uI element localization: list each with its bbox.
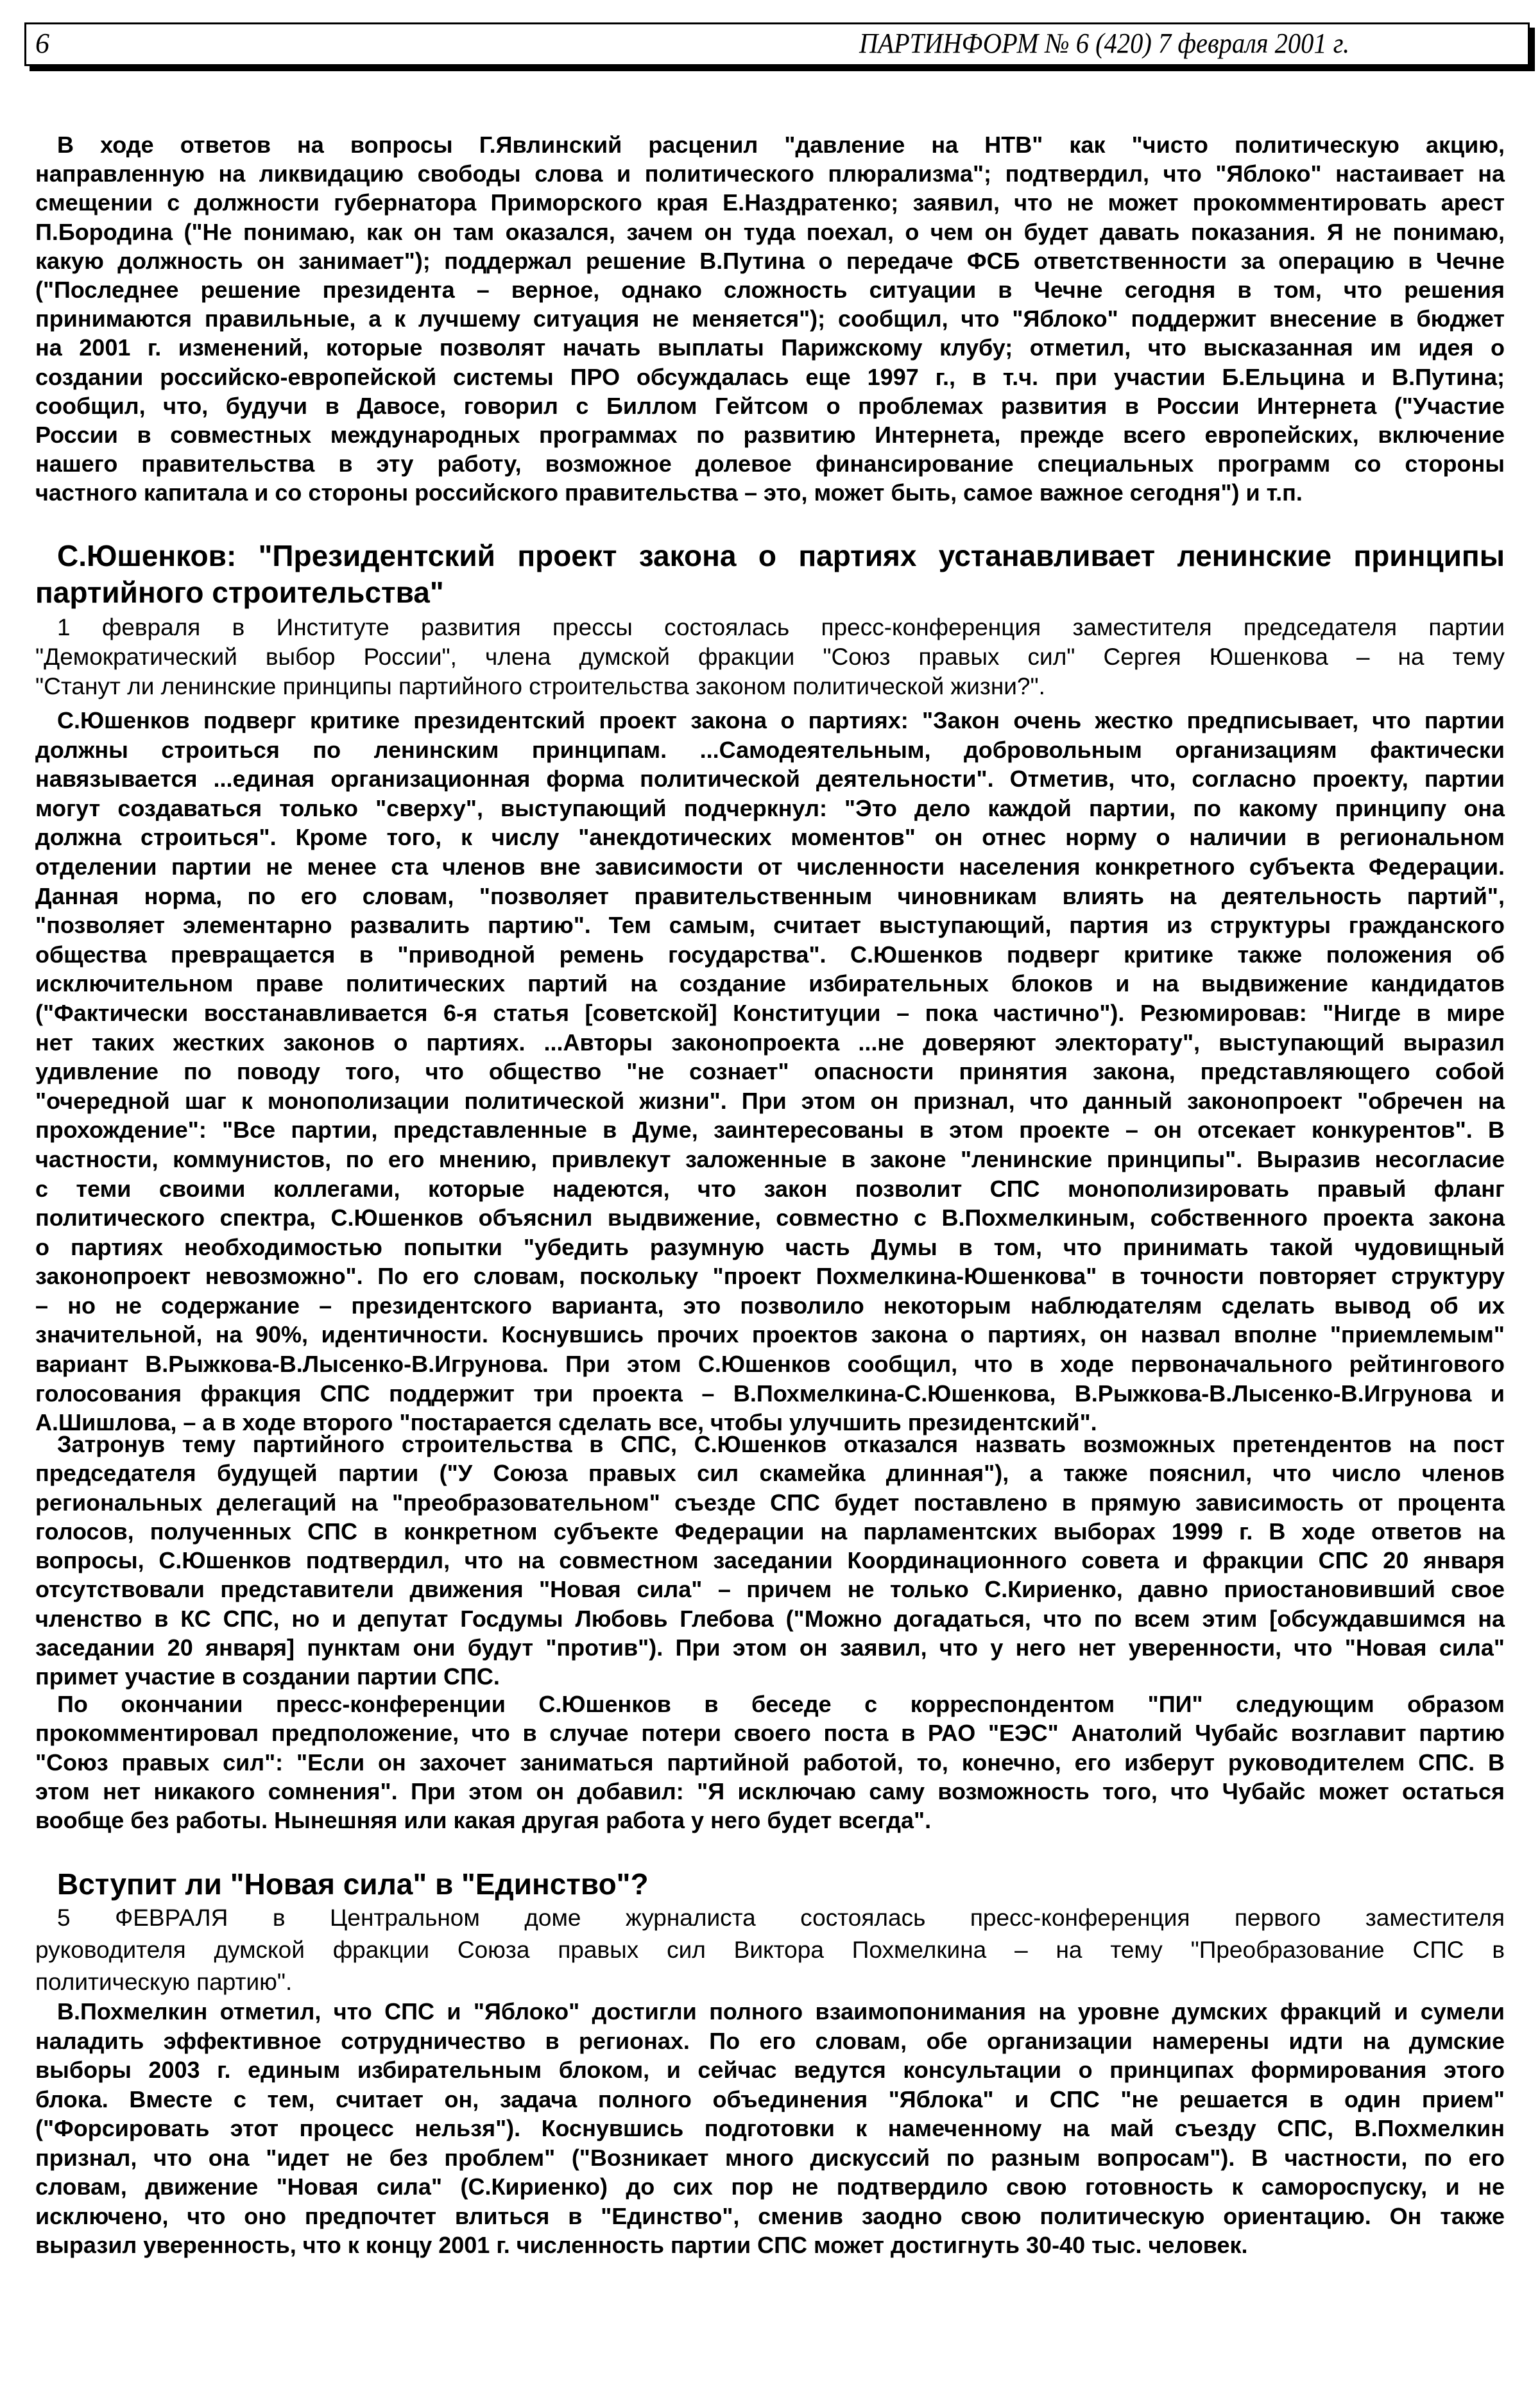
text-line: навязывается ...единая организационная форма политической деятельности". Отметив, что, согласно проекту, партии bbox=[35, 766, 1505, 793]
page-number: 6 bbox=[35, 28, 49, 59]
text-line: вообще без работы. Нынешняя или какая другая работа у него будет всегда". bbox=[35, 1807, 932, 1834]
page-header bbox=[24, 22, 1530, 66]
article-heading-yushenkov bbox=[35, 538, 1505, 611]
text-line: руководителя думской фракции Союза правых сил Виктора Похмелкина – на тему "Преобразование СПС в bbox=[35, 1937, 1505, 1963]
text-line: сообщил, что, будучи в Давосе, говорил с Биллом Гейтсом о проблемах развития в России Интернета ("Участие bbox=[35, 392, 1505, 419]
text-line: выборы 2003 г. единым избирательным блоком, и сейчас ведутся консультации о принципах формирования этого bbox=[35, 2057, 1505, 2083]
lead-yushenkov bbox=[35, 613, 1505, 701]
text-line: нашего правительства в эту работу, возможное долевое финансирование специальных программ со стороны bbox=[35, 450, 1505, 477]
text-line: "Союз правых сил": "Если он захочет заниматься партийной работой, то, конечно, его изберут руководителем СПС. В bbox=[35, 1749, 1505, 1776]
text-line: нет таких жестких законов о партиях. ...Авторы законопроекта ...не доверяют электорату", выступающий выразил bbox=[35, 1029, 1505, 1056]
text-line: членство в КС СПС, но и депутат Госдумы Любовь Глебова ("Можно догадаться, что по всем этим [обсуждавшимся на bbox=[35, 1605, 1505, 1632]
text-line: направленную на ликвидацию свободы слова и политического плюрализма"; подтвердил, что "Яблоко" настаивает на bbox=[35, 160, 1505, 187]
text-line: Затронув тему партийного строительства в СПС, С.Юшенков отказался назвать возможных претендентов на пост bbox=[57, 1431, 1505, 1457]
article-heading-novaya-sila bbox=[35, 1866, 1505, 1903]
text-line: о партиях необходимостью попытки "убедить разумную часть Думы в том, что принимать такой чудовищный bbox=[35, 1233, 1505, 1260]
text-line: выразил уверенность, что к концу 2001 г. численность партии СПС может достигнуть 30-40 тыс. человек. bbox=[35, 2232, 1248, 2258]
text-line: "Станут ли ленинские принципы партийного строительства законом политической жизни?". bbox=[35, 673, 1045, 699]
text-line: политического спектра, С.Юшенков объяснил выдвижение, совместно с В.Похмелкиным, собственного проекта закона bbox=[35, 1204, 1505, 1231]
text-line: общества превращается в "приводной ремень государства". С.Юшенков подверг критике также положения об bbox=[35, 941, 1505, 968]
text-line: признал, что она "идет не без проблем" ("Возникает много дискуссий по разным вопросам"). В частности, по его bbox=[35, 2144, 1505, 2171]
text-line: на 2001 г. изменений, которые позволят начать выплаты Парижскому клубу; отметил, что высказанная им идея о bbox=[35, 334, 1505, 361]
text-line: удивление по поводу того, что общество "не сознает" опасности принятия закона, представляющего собой bbox=[35, 1058, 1505, 1085]
text-line: голосования фракция СПС поддержит три проекта – В.Похмелкина-С.Юшенкова, В.Рыжкова-В.Лысенко-В.Игрунова и bbox=[35, 1380, 1505, 1407]
text-line: вариант В.Рыжкова-В.Лысенко-В.Игрунова. При этом С.Юшенков сообщил, что в ходе первоначального рейтингового bbox=[35, 1351, 1505, 1378]
text-line: По окончании пресс-конференции С.Юшенков в беседе с корреспондентом "ПИ" следующим образом bbox=[57, 1691, 1505, 1717]
text-line: частности, коммунистов, по его мнению, привлекут заложенные в законе "ленинские принципы". Выразив несогласие bbox=[35, 1145, 1505, 1172]
text-line: В.Похмелкин отметил, что СПС и "Яблоко" достигли полного взаимопонимания на уровне думских фракций и сумели bbox=[57, 1998, 1505, 2025]
text-line: должны строиться по ленинским принципам. ...Самодеятельным, добровольным организациям фактически bbox=[35, 736, 1505, 763]
text-line: смещении с должности губернатора Приморского края Е.Наздратенко; заявил, что не может прокомментировать арест bbox=[35, 189, 1505, 216]
paragraph-critique bbox=[35, 706, 1505, 1437]
text-line: "очередной шаг к монополизации политической жизни". При этом он признал, что данный законопроект "обречен на bbox=[35, 1087, 1505, 1114]
text-line: 5 ФЕВРАЛЯ в Центральном доме журналиста состоялась пресс-конференция первого заместителя bbox=[57, 1905, 1505, 1931]
text-line: исключено, что оно предпочтет влиться в "Единство", сменив заодно свою политическую ориентацию. Он также bbox=[35, 2202, 1505, 2229]
text-line: председателя будущей партии ("У Союза правых сил скамейка длинная"), а также пояснил, что число членов bbox=[35, 1460, 1505, 1487]
text-line: этом нет никакого сомнения". При этом он добавил: "Я исключаю саму возможность того, что Чубайс может остаться bbox=[35, 1778, 1505, 1804]
text-line: А.Шишлова, – а в ходе второго "постарается сделать все, чтобы улучшить президентский". bbox=[35, 1409, 1097, 1436]
text-line: партийного строительства" bbox=[35, 576, 444, 609]
text-line: заседании 20 января] пунктам они будут "против"). При этом он заявил, что у него нет уверенности, что "Новая сила" bbox=[35, 1634, 1505, 1661]
lead-pokhmelkin bbox=[35, 1902, 1505, 1998]
text-line: прохождение": "Все партии, представленные в Думе, заинтересованы в этом проекте – он отсекает конкурентов". В bbox=[35, 1117, 1505, 1144]
text-line: "Демократический выбор России", члена думской фракции "Союз правых сил" Сергея Юшенкова – на тему bbox=[35, 644, 1505, 670]
text-line: создании российско-европейской системы ПРО обсуждалась еще 1997 г., в т.ч. при участии Б.Ельцина и В.Путина; bbox=[35, 363, 1505, 390]
text-line: региональных делегаций на "преобразовательном" съезде СПС будет поставлено в прямую зависимость от процента bbox=[35, 1489, 1505, 1516]
text-line: с теми своими коллегами, которые надеются, что закон позволит СПС монополизировать правый фланг bbox=[35, 1175, 1505, 1202]
text-line: значительной, на 90%, идентичности. Коснувшись прочих проектов закона о партиях, он назвал вполне "приемлемым" bbox=[35, 1321, 1505, 1348]
text-line: законопроект невозможно". По его словам, поскольку "проект Похмелкина-Юшенкова" в точности повторяет структуру bbox=[35, 1263, 1505, 1290]
paragraph-yavlinsky bbox=[35, 130, 1505, 507]
paragraph-party-building bbox=[35, 1430, 1505, 1692]
text-line: прокомментировал предположение, что в случае потери своего поста в РАО "ЕЭС" Анатолий Чубайс возглавит партию bbox=[35, 1720, 1505, 1747]
text-line: отделении партии не менее ста членов вне зависимости от численности населения конкретного субъекта Федерации. bbox=[35, 853, 1505, 880]
text-line: ("Фактически восстанавливается 6-я статья [советской] Конституции – пока частично"). Резюмировав: "Нигде в мире bbox=[35, 999, 1505, 1026]
text-line: П.Бородина ("Не понимаю, как он там оказался, зачем он туда поехал, о чем он будет давать показания. Я не понимаю, bbox=[35, 218, 1505, 245]
text-line: ("Последнее решение президента – верное, однако сложность ситуации в Чечне сегодня в том, что решения bbox=[35, 276, 1505, 303]
text-line: отсутствовали представители движения "Новая сила" – причем не только С.Кириенко, давно приостановивший свое bbox=[35, 1576, 1505, 1603]
text-line: принимаются правильные, а к лучшему ситуация не меняется"); сообщил, что "Яблоко" поддержит внесение в бюджет bbox=[35, 305, 1505, 332]
text-line: – но не содержание – президентского варианта, это позволило некоторым наблюдателям сделать вывод об их bbox=[35, 1292, 1505, 1319]
text-line: должна строиться". Кроме того, к числу "анекдотических моментов" он отнес норму о наличии в региональном bbox=[35, 824, 1505, 851]
text-line: В ходе ответов на вопросы Г.Явлинский расценил "давление на НТВ" как "чисто политическую акцию, bbox=[57, 132, 1505, 158]
text-line: С.Юшенков подверг критике президентский проект закона о партиях: "Закон очень жестко предписывает, что партии bbox=[57, 707, 1505, 733]
text-line: С.Юшенков: "Президентский проект закона о партиях устанавливает ленинские принципы bbox=[57, 539, 1505, 572]
text-line: Вступит ли "Новая сила" в "Единство"? bbox=[57, 1867, 649, 1901]
text-line: блока. Вместе с тем, считает он, задача полного объединения "Яблока" и СПС "не решается в один прием" bbox=[35, 2086, 1505, 2112]
paragraph-chubais bbox=[35, 1690, 1505, 1835]
text-line: ("Форсировать этот процесс нельзя"). Коснувшись подготовки к намеченному на май съезду СПС, В.Похмелкин bbox=[35, 2115, 1505, 2141]
text-line: наладить эффективное сотрудничество в регионах. По его словам, обе организации намерены идти на думские bbox=[35, 2027, 1505, 2054]
text-line: вопросы, С.Юшенков подтвердил, что на совместном заседании Координационного совета и фракции СПС 20 января bbox=[35, 1547, 1505, 1574]
text-line: могут создаваться только "сверху", выступающий подчеркнул: "Это дело каждой партии, по какому принципу она bbox=[35, 794, 1505, 821]
paragraph-pokhmelkin bbox=[35, 1997, 1505, 2260]
text-line: частного капитала и со стороны российского правительства – это, может быть, самое важное сегодня") и т.п. bbox=[35, 479, 1303, 506]
text-line: примет участие в создании партии СПС. bbox=[35, 1663, 500, 1690]
text-line: России в совместных международных программах по развитию Интернета, прежде всего европейских, включение bbox=[35, 421, 1505, 448]
text-line: "позволяет элементарно развалить партию". Тем самым, считает выступающий, партия из структуры гражданского bbox=[35, 912, 1505, 939]
text-line: словам, движение "Новая сила" (С.Кириенко) до сих пор не подтвердило свою готовность к самороспуску, и не bbox=[35, 2173, 1505, 2200]
text-line: 1 февраля в Институте развития прессы состоялась пресс-конференция заместителя председателя партии bbox=[57, 614, 1505, 640]
text-line: голосов, полученных СПС в конкретном субъекте Федерации на парламентских выборах 1999 г. В ходе ответов на bbox=[35, 1518, 1505, 1545]
text-line: Данная норма, по его словам, "позволяет правительственным чиновникам влиять на деятельность партий", bbox=[35, 882, 1505, 909]
text-line: исключительном праве политических партий на создание избирательных блоков и на выдвижение кандидатов bbox=[35, 970, 1505, 997]
text-line: политическую партию". bbox=[35, 1969, 293, 1995]
issue-title: ПАРТИНФОРМ № 6 (420) 7 февраля 2001 г. bbox=[859, 28, 1350, 59]
text-line: какую должность он занимает"); поддержал решение В.Путина о передаче ФСБ ответственности за операцию в Чечне bbox=[35, 247, 1505, 274]
